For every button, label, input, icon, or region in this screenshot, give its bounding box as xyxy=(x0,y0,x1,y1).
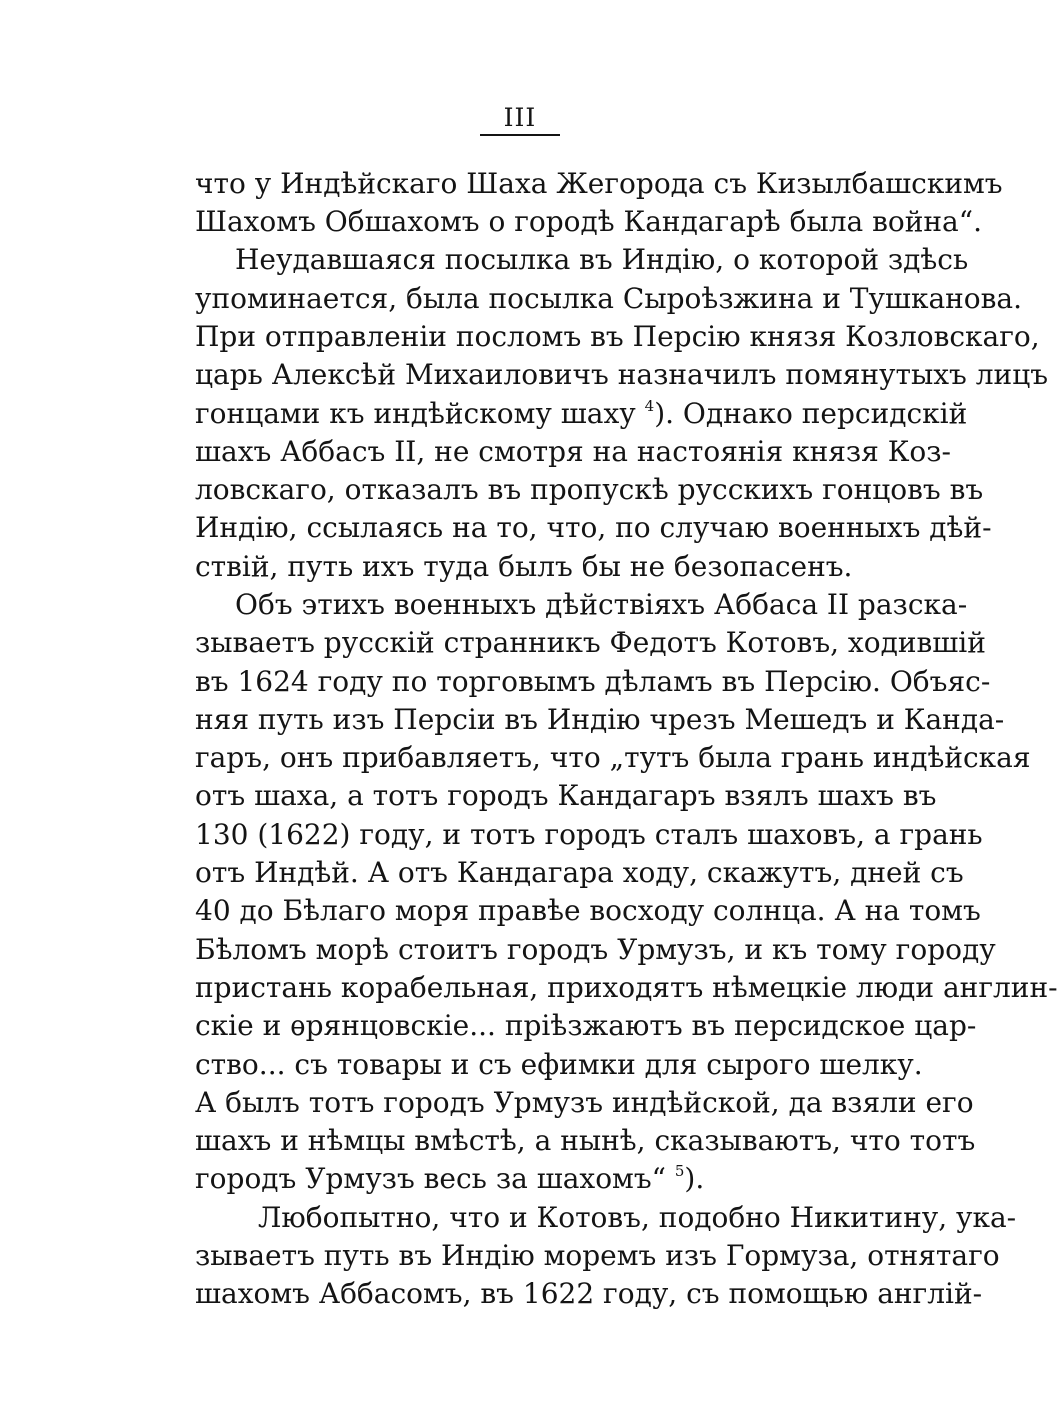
text-line: Бѣломъ морѣ стоитъ городъ Урмузъ, и къ тому городу xyxy=(195,933,996,966)
page-number: III xyxy=(480,104,560,136)
text-line: няя путь изъ Персіи въ Индію чрезъ Мешедъ и Канда- xyxy=(195,703,1005,736)
text-line: отъ Индѣй. А отъ Кандагара ходу, скажутъ, дней съ xyxy=(195,856,964,889)
text-line: шахъ Аббасъ II, не смотря на настоянія князя Коз- xyxy=(195,435,951,468)
text-line: ловскаго, отказалъ въ пропускѣ русскихъ гонцовъ въ xyxy=(195,473,984,506)
text-line: 40 до Бѣлаго моря правѣе восходу солнца. А на томъ xyxy=(195,894,981,927)
text-line: Неудавшаяся посылка въ Индію, о которой здѣсь xyxy=(235,243,969,276)
text-line: Индію, ссылаясь на то, что, по случаю военныхъ дѣй- xyxy=(195,511,992,544)
text-line: скіе и ѳрянцовскіе... пріѣзжаютъ въ персидское цар- xyxy=(195,1009,977,1042)
text-line: пристань корабельная, приходятъ нѣмецкіе люди англин- xyxy=(195,971,1058,1004)
footnote-ref: 5 xyxy=(674,1162,685,1180)
text-line: отъ шаха, а тотъ городъ Кандагаръ взялъ шахъ въ xyxy=(195,779,937,812)
text-line: 130 (1622) году, и тотъ городъ сталъ шаховъ, а грань xyxy=(195,818,983,851)
text-line: шахъ и нѣмцы вмѣстѣ, а нынѣ, сказываютъ, что тотъ xyxy=(195,1124,976,1157)
text-line: А былъ тотъ городъ Урмузъ индѣйской, да взяли его xyxy=(195,1086,974,1119)
text-line: что у Индѣйскаго Шаха Жегорода съ Кизылбашскимъ xyxy=(195,167,1003,200)
text-line: Любопытно, что и Котовъ, подобно Никитину, ука- xyxy=(258,1201,1017,1234)
text-line: шахомъ Аббасомъ, въ 1622 году, съ помощью англій- xyxy=(195,1277,983,1310)
text-line: Шахомъ Обшахомъ о городѣ Кандагарѣ была война“. xyxy=(195,205,982,238)
footnote-ref: 4 xyxy=(644,397,655,415)
text-line: упоминается, была посылка Сыроѣзжина и Тушканова. xyxy=(195,282,1023,315)
text-line: ствій, путь ихъ туда былъ бы не безопасенъ. xyxy=(195,550,853,583)
text-line: зываетъ русскій странникъ Федотъ Котовъ, ходившій xyxy=(195,626,986,659)
text-line: зываетъ путь въ Индію моремъ изъ Гормуза, отнятаго xyxy=(195,1239,1000,1272)
text-segment: ). Однако персидскій xyxy=(654,397,968,430)
text-line-with-footnote xyxy=(195,1159,860,1199)
text-line: царь Алексѣй Михаиловичъ назначилъ помянутыхъ лицъ xyxy=(195,358,1049,391)
text-line: Объ этихъ военныхъ дѣйствіяхъ Аббаса II разска- xyxy=(235,588,968,621)
text-segment: городъ Урмузъ весь за шахомъ“ xyxy=(195,1162,666,1195)
text-line: ство... съ товары и съ ефимки для сырого шелку. xyxy=(195,1048,923,1081)
text-segment: гонцами къ индѣйскому шаху xyxy=(195,397,636,430)
text-line: въ 1624 году по торговымъ дѣламъ въ Персію. Объяс- xyxy=(195,665,991,698)
text-line-with-footnote xyxy=(195,394,968,434)
text-segment: ). xyxy=(684,1162,705,1195)
text-line: При отправленіи посломъ въ Персію князя Козловскаго, xyxy=(195,320,1040,353)
text-line: гаръ, онъ прибавляетъ, что „тутъ была грань индѣйская xyxy=(195,741,1031,774)
